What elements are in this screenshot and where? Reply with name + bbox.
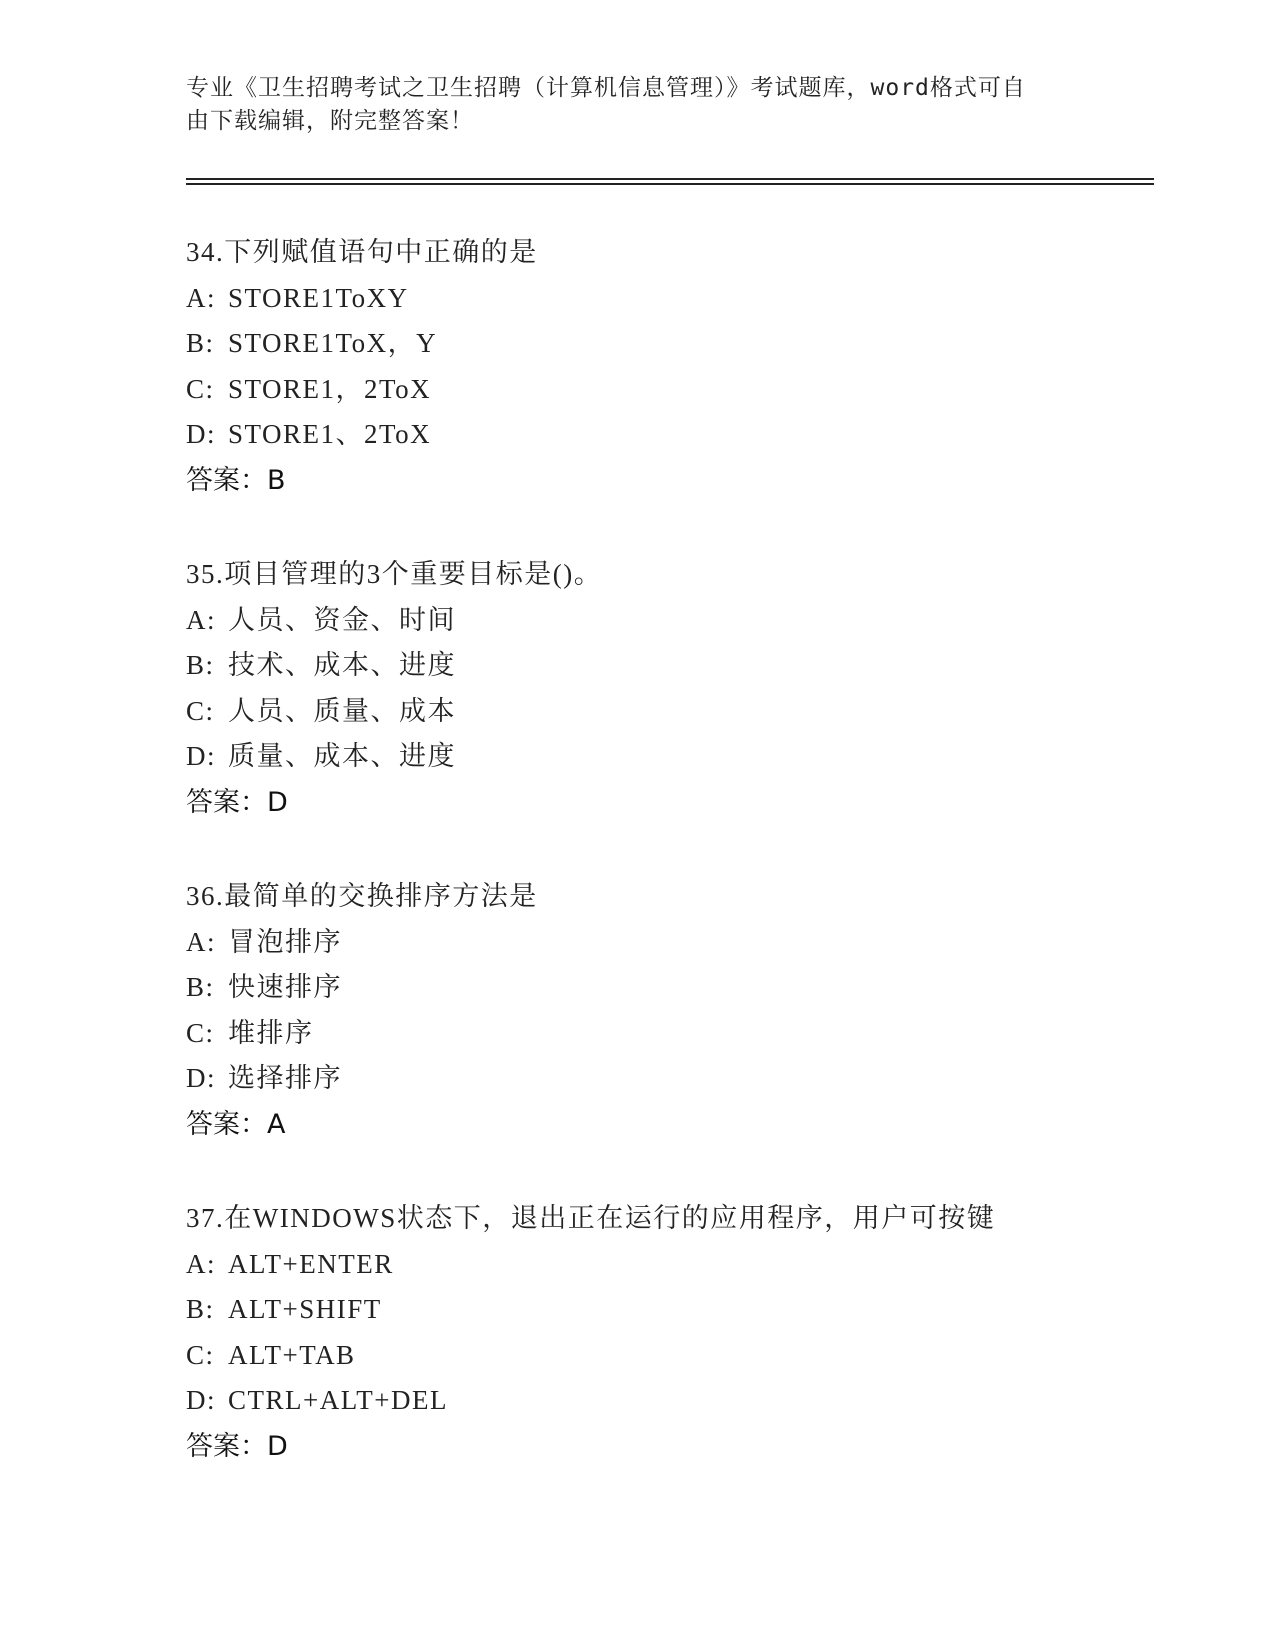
- option-label: B:: [186, 328, 215, 358]
- option-text: 人员、资金、时间: [228, 604, 456, 635]
- option-text: 质量、成本、进度: [228, 741, 456, 771]
- option-text: 技术、成本、进度: [228, 650, 456, 680]
- option-label: B:: [186, 972, 215, 1002]
- option-label: A:: [186, 926, 216, 957]
- option-label: C:: [186, 373, 215, 404]
- option-label: B:: [186, 650, 215, 680]
- option-b: [186, 321, 1086, 367]
- option-text: 堆排序: [228, 1017, 314, 1048]
- option-c: [186, 689, 1086, 735]
- answer-line: 答案：D: [186, 786, 288, 818]
- question-35: [186, 552, 1086, 825]
- answer-line: 答案：D: [186, 1430, 288, 1462]
- question-title: 35.项目管理的3个重要目标是()。: [186, 559, 603, 589]
- question-title: 36.最简单的交换排序方法是: [186, 881, 538, 911]
- option-text: ALT+ENTER: [228, 1248, 394, 1279]
- option-a: [186, 1242, 1086, 1288]
- option-c: [186, 1333, 1086, 1379]
- option-c: [186, 1011, 1086, 1057]
- question-34: [186, 230, 1086, 503]
- option-text: ALT+TAB: [228, 1339, 356, 1370]
- header-line-2: 由下载编辑，附完整答案！: [186, 108, 474, 134]
- question-title: 37.在WINDOWS状态下，退出正在运行的应用程序，用户可按键: [186, 1203, 996, 1233]
- option-a: [186, 276, 1086, 322]
- option-c: [186, 367, 1086, 413]
- option-a: [186, 920, 1086, 966]
- option-d: [186, 1378, 1086, 1424]
- answer-line: 答案：B: [186, 464, 286, 496]
- option-b: [186, 965, 1086, 1011]
- option-text: STORE1，2ToX: [228, 373, 432, 404]
- option-d: [186, 1056, 1086, 1102]
- option-text: ALT+SHIFT: [228, 1294, 382, 1324]
- option-text: STORE1ToX，Y: [228, 328, 438, 358]
- question-37: [186, 1196, 1086, 1469]
- option-label: C:: [186, 1339, 215, 1370]
- question-title: 34.下列赋值语句中正确的是: [186, 237, 538, 267]
- option-d: [186, 412, 1086, 458]
- option-label: A:: [186, 1248, 216, 1279]
- option-text: 选择排序: [228, 1063, 342, 1093]
- option-text: 冒泡排序: [228, 926, 342, 957]
- option-a: [186, 598, 1086, 644]
- option-text: STORE1、2ToX: [228, 419, 432, 449]
- option-label: D:: [186, 741, 216, 771]
- option-b: [186, 643, 1086, 689]
- option-text: 人员、质量、成本: [228, 695, 456, 726]
- answer-line: 答案：A: [186, 1108, 286, 1140]
- option-label: C:: [186, 1017, 215, 1048]
- header-line-1: 专业《卫生招聘考试之卫生招聘（计算机信息管理）》考试题库，word格式可自: [186, 75, 1026, 101]
- option-text: 快速排序: [228, 972, 342, 1002]
- option-b: [186, 1287, 1086, 1333]
- header-divider-top: [186, 178, 1154, 180]
- option-label: D:: [186, 1385, 216, 1415]
- option-label: A:: [186, 604, 216, 635]
- question-36: [186, 874, 1086, 1147]
- option-label: C:: [186, 695, 215, 726]
- option-label: D:: [186, 419, 216, 449]
- document-header: [186, 72, 1066, 138]
- option-d: [186, 734, 1086, 780]
- option-label: B:: [186, 1294, 215, 1324]
- option-label: A:: [186, 282, 216, 313]
- option-label: D:: [186, 1063, 216, 1093]
- option-text: CTRL+ALT+DEL: [228, 1385, 448, 1415]
- header-divider-bottom: [186, 183, 1154, 185]
- option-text: STORE1ToXY: [228, 282, 409, 313]
